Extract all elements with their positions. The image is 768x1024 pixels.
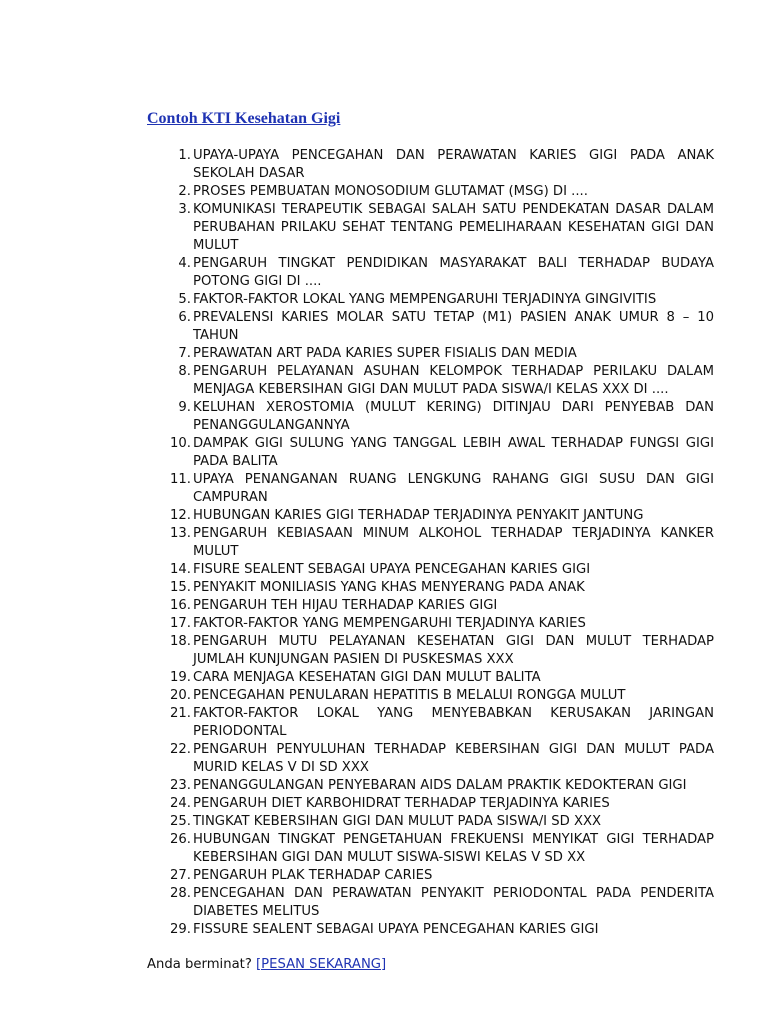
list-item — [147, 921, 714, 939]
list-item-number: 14. — [170, 562, 191, 577]
list-item — [147, 363, 714, 399]
list-item-text: KELUHAN XEROSTOMIA (MULUT KERING) DITINJAU DARI PENYEBAB DAN PENANGGULANGANNYA — [193, 400, 714, 433]
list-item-number: 29. — [170, 922, 191, 937]
list-item — [147, 813, 714, 831]
list-item — [147, 561, 714, 579]
list-item — [147, 435, 714, 471]
list-item — [147, 579, 714, 597]
list-item-number: 10. — [170, 436, 191, 451]
list-item-text: PROSES PEMBUATAN MONOSODIUM GLUTAMAT (MSG) DI .... — [193, 184, 588, 199]
footer — [147, 956, 386, 974]
list-item-text: PENGARUH PENYULUHAN TERHADAP KEBERSIHAN GIGI DAN MULUT PADA MURID KELAS V DI SD XXX — [193, 742, 714, 775]
list-item — [147, 615, 714, 633]
topic-list — [147, 147, 714, 939]
list-item-number: 20. — [170, 688, 191, 703]
list-item — [147, 255, 714, 291]
list-item-text: PENGARUH DIET KARBOHIDRAT TERHADAP TERJADINYA KARIES — [193, 796, 610, 811]
list-item — [147, 741, 714, 777]
list-item-number: 11. — [170, 472, 191, 487]
list-item-number: 17. — [170, 616, 191, 631]
list-item-number: 12. — [170, 508, 191, 523]
list-item-number: 7. — [178, 346, 191, 361]
list-item-text: TINGKAT KEBERSIHAN GIGI DAN MULUT PADA SISWA/I SD XXX — [193, 814, 602, 829]
list-item-number: 27. — [170, 868, 191, 883]
list-item-number: 28. — [170, 886, 191, 901]
list-item-text: PENGARUH PELAYANAN ASUHAN KELOMPOK TERHADAP PERILAKU DALAM MENJAGA KEBERSIHAN GIGI DAN MULUT PADA SISWA/I KELAS XXX DI .... — [193, 364, 714, 397]
list-item — [147, 633, 714, 669]
list-item — [147, 705, 714, 741]
list-item-text: PENGARUH MUTU PELAYANAN KESEHATAN GIGI DAN MULUT TERHADAP JUMLAH KUNJUNGAN PASIEN DI PUSKESMAS XXX — [193, 634, 714, 667]
list-item — [147, 867, 714, 885]
order-now-link[interactable]: [PESAN SEKARANG] — [256, 957, 387, 972]
list-item — [147, 471, 714, 507]
list-item-number: 8. — [178, 364, 191, 379]
list-item-text: DAMPAK GIGI SULUNG YANG TANGGAL LEBIH AWAL TERHADAP FUNGSI GIGI PADA BALITA — [193, 436, 714, 469]
list-item-text: FAKTOR-FAKTOR LOKAL YANG MEMPENGARUHI TERJADINYA GINGIVITIS — [193, 292, 657, 307]
list-item-text: PENGARUH TEH HIJAU TERHADAP KARIES GIGI — [193, 598, 498, 613]
list-item-text: HUBUNGAN KARIES GIGI TERHADAP TERJADINYA PENYAKIT JANTUNG — [193, 508, 644, 523]
list-item — [147, 345, 714, 363]
list-item-text: PERAWATAN ART PADA KARIES SUPER FISIALIS DAN MEDIA — [193, 346, 577, 361]
list-item-text: PENGARUH TINGKAT PENDIDIKAN MASYARAKAT BALI TERHADAP BUDAYA POTONG GIGI DI .... — [193, 256, 714, 289]
list-item-number: 18. — [170, 634, 191, 649]
list-item-text: PENGARUH KEBIASAAN MINUM ALKOHOL TERHADAP TERJADINYA KANKER MULUT — [193, 526, 714, 559]
list-item — [147, 885, 714, 921]
list-item-text: PENCEGAHAN DAN PERAWATAN PENYAKIT PERIODONTAL PADA PENDERITA DIABETES MELITUS — [193, 886, 714, 919]
list-item — [147, 309, 714, 345]
list-item — [147, 669, 714, 687]
list-item-number: 13. — [170, 526, 191, 541]
list-item-text: HUBUNGAN TINGKAT PENGETAHUAN FREKUENSI MENYIKAT GIGI TERHADAP KEBERSIHAN GIGI DAN MULUT SISWA-SISWI KELAS V SD XX — [193, 832, 714, 865]
list-item — [147, 777, 714, 795]
list-item — [147, 795, 714, 813]
list-item-text: FISSURE SEALENT SEBAGAI UPAYA PENCEGAHAN KARIES GIGI — [193, 922, 599, 937]
list-item-number: 23. — [170, 778, 191, 793]
list-item-text: UPAYA-UPAYA PENCEGAHAN DAN PERAWATAN KARIES GIGI PADA ANAK SEKOLAH DASAR — [193, 148, 714, 181]
list-item-number: 16. — [170, 598, 191, 613]
list-item-text: PENCEGAHAN PENULARAN HEPATITIS B MELALUI RONGGA MULUT — [193, 688, 626, 703]
list-item-text: FAKTOR-FAKTOR YANG MEMPENGARUHI TERJADINYA KARIES — [193, 616, 586, 631]
list-item — [147, 201, 714, 255]
list-item-number: 22. — [170, 742, 191, 757]
list-item-number: 4. — [178, 256, 191, 271]
list-item — [147, 147, 714, 183]
list-item-text: UPAYA PENANGANAN RUANG LENGKUNG RAHANG GIGI SUSU DAN GIGI CAMPURAN — [193, 472, 714, 505]
list-item — [147, 507, 714, 525]
list-item — [147, 525, 714, 561]
list-item-text: PREVALENSI KARIES MOLAR SATU TETAP (M1) PASIEN ANAK UMUR 8 – 10 TAHUN — [193, 310, 714, 343]
list-item-number: 5. — [178, 292, 191, 307]
list-item-number: 2. — [178, 184, 191, 199]
list-item — [147, 183, 714, 201]
list-item-number: 6. — [178, 310, 191, 325]
list-item-number: 19. — [170, 670, 191, 685]
list-item-number: 1. — [178, 148, 191, 163]
list-item-text: KOMUNIKASI TERAPEUTIK SEBAGAI SALAH SATU PENDEKATAN DASAR DALAM PERUBAHAN PRILAKU SEHAT TENTANG PEMELIHARAAN KESEHATAN GIGI DAN MULUT — [193, 202, 714, 253]
list-item — [147, 687, 714, 705]
list-item-text: PENGARUH PLAK TERHADAP CARIES — [193, 868, 433, 883]
list-item-number: 9. — [178, 400, 191, 415]
list-item-text: PENANGGULANGAN PENYEBARAN AIDS DALAM PRAKTIK KEDOKTERAN GIGI — [193, 778, 687, 793]
list-item-number: 15. — [170, 580, 191, 595]
list-item-text: CARA MENJAGA KESEHATAN GIGI DAN MULUT BALITA — [193, 670, 541, 685]
list-item-number: 24. — [170, 796, 191, 811]
footer-prompt: Anda berminat? — [147, 957, 252, 972]
list-item — [147, 597, 714, 615]
page-title-link[interactable]: Contoh KTI Kesehatan Gigi — [147, 110, 341, 127]
list-item — [147, 291, 714, 309]
list-item-text: FAKTOR-FAKTOR LOKAL YANG MENYEBABKAN KERUSAKAN JARINGAN PERIODONTAL — [193, 706, 714, 739]
list-item-text: PENYAKIT MONILIASIS YANG KHAS MENYERANG PADA ANAK — [193, 580, 585, 595]
list-item — [147, 399, 714, 435]
list-item-number: 26. — [170, 832, 191, 847]
list-item-number: 3. — [178, 202, 191, 217]
list-item-number: 21. — [170, 706, 191, 721]
list-item-number: 25. — [170, 814, 191, 829]
list-item — [147, 831, 714, 867]
list-item-text: FISURE SEALENT SEBAGAI UPAYA PENCEGAHAN KARIES GIGI — [193, 562, 591, 577]
